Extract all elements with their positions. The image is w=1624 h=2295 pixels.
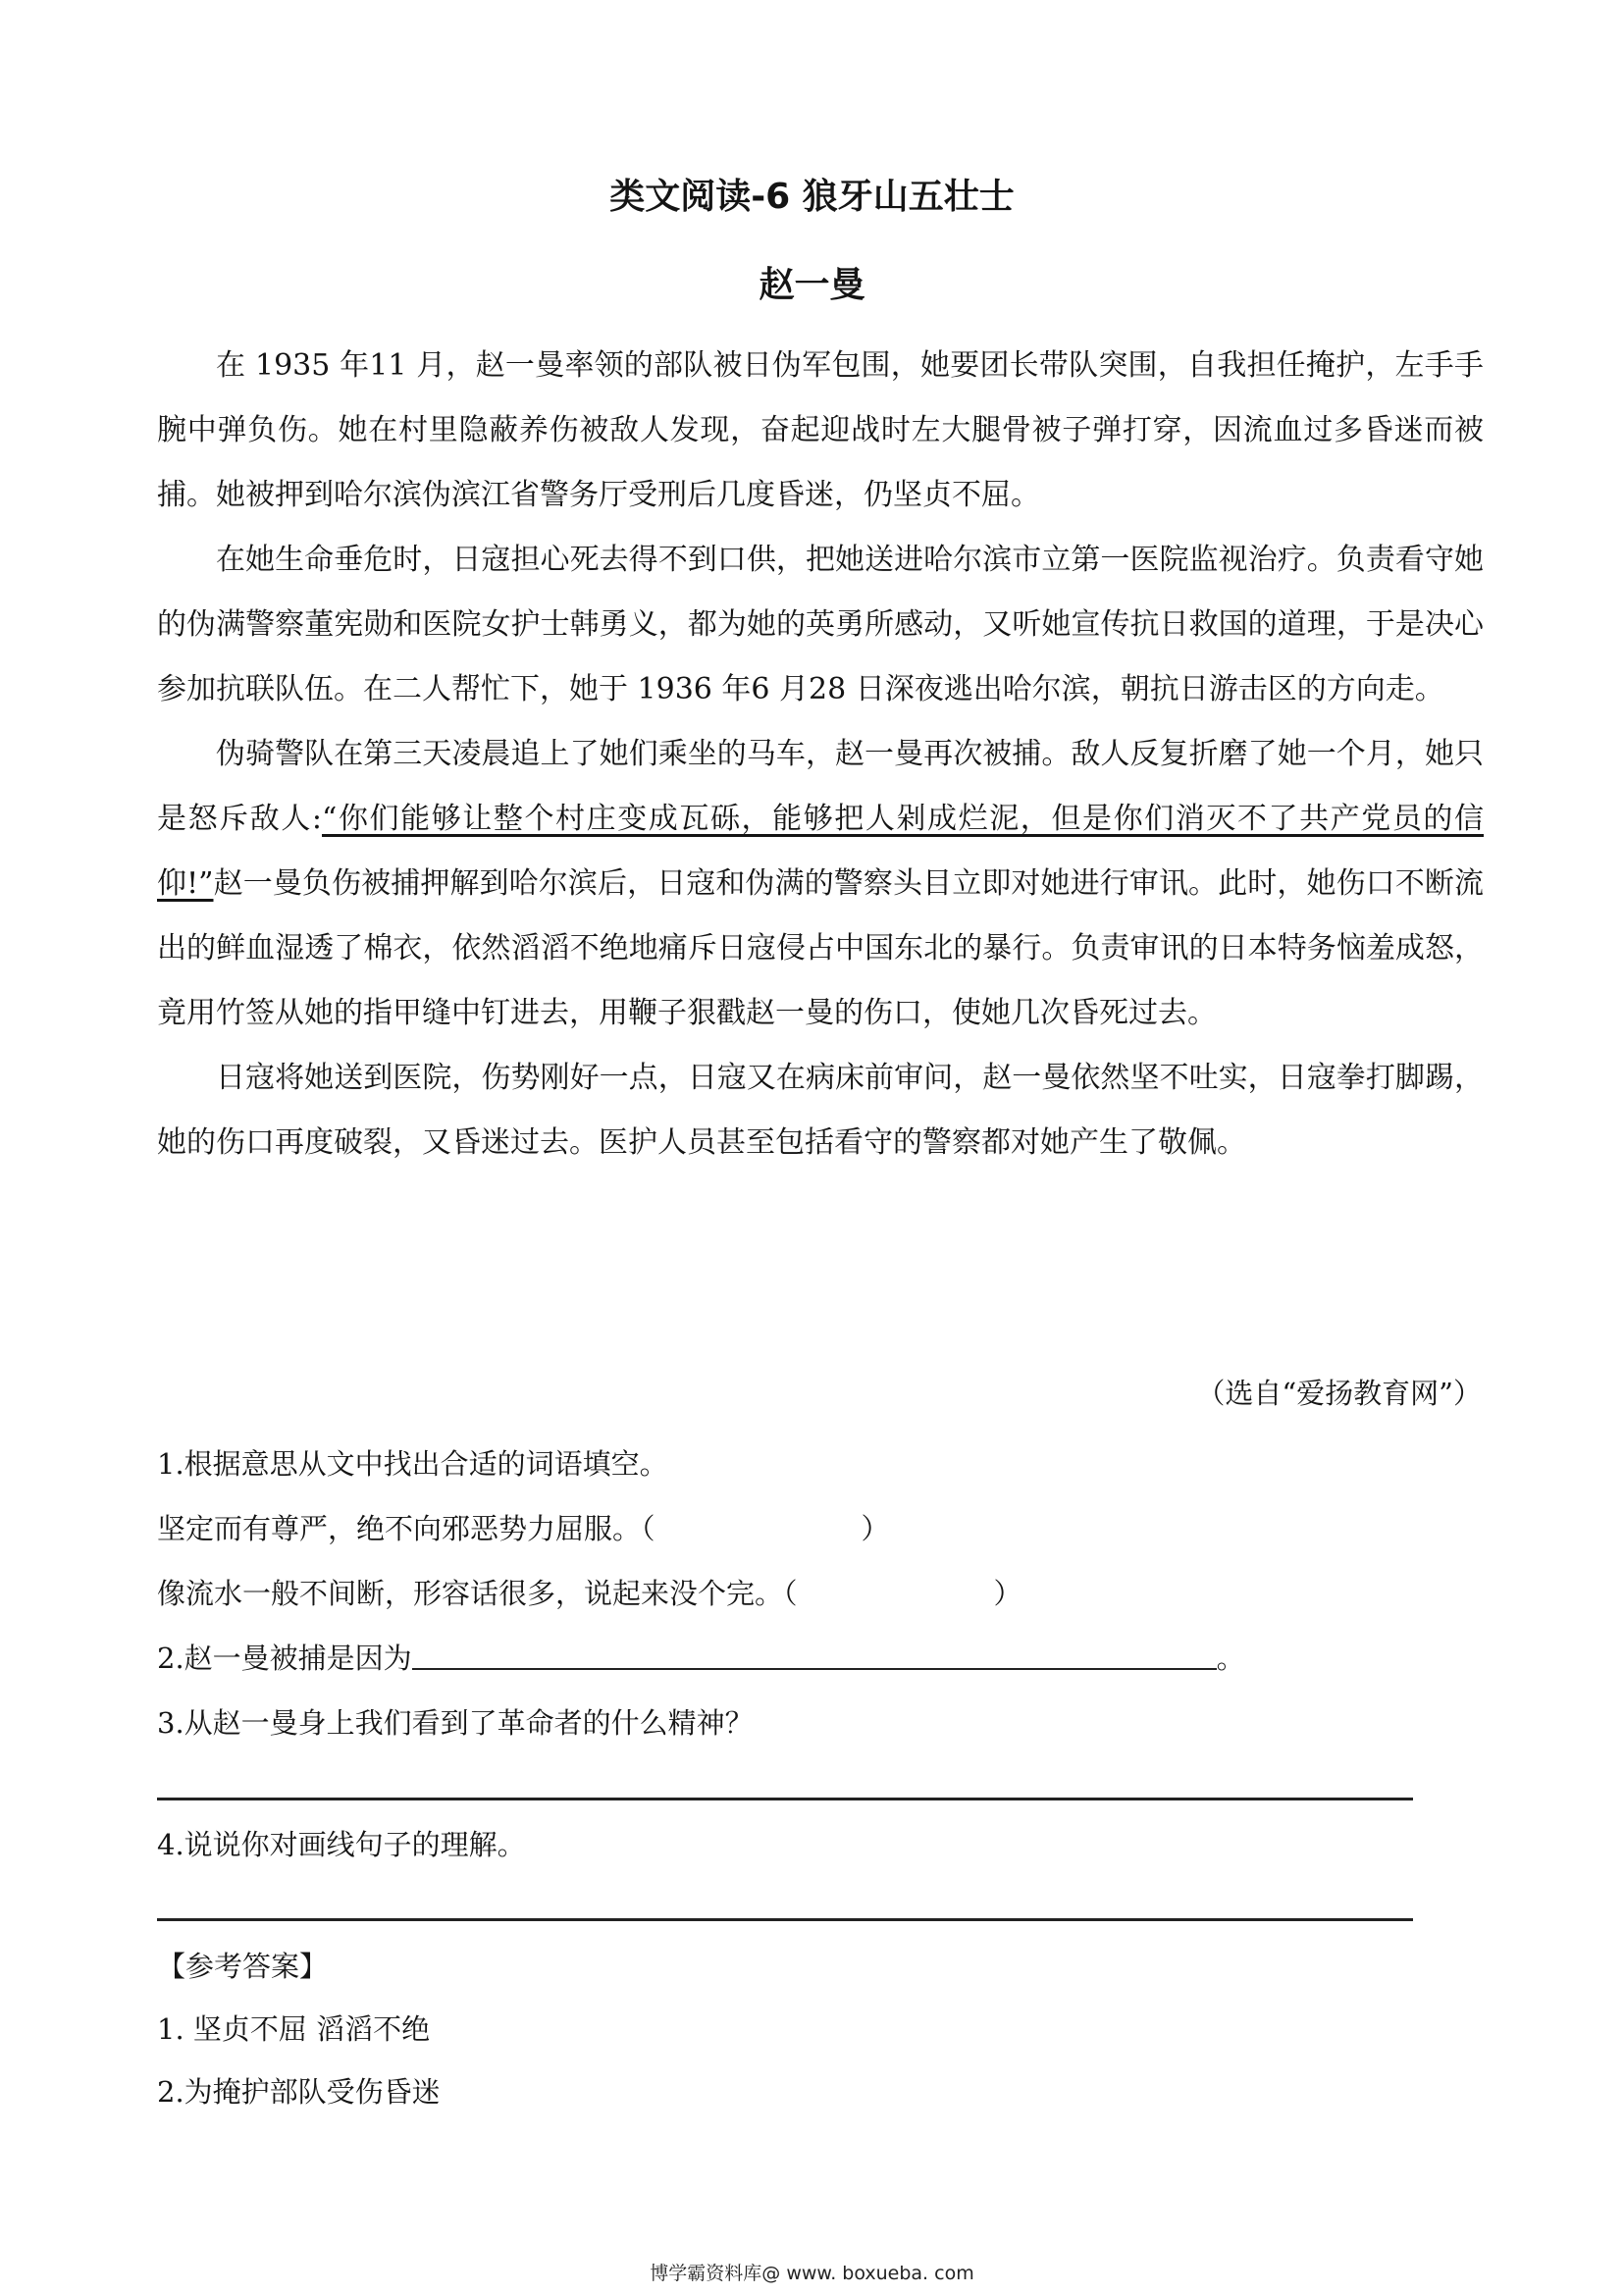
question-2 bbox=[157, 1637, 1245, 1677]
question-1b-text: 像流水一般不间断，形容话很多，说起来没个完。 bbox=[157, 1577, 784, 1610]
question-2-answer-blank[interactable] bbox=[412, 1639, 1217, 1670]
question-2-text: 2.赵一曼被捕是因为 bbox=[157, 1642, 412, 1675]
question-2-end: 。 bbox=[1216, 1642, 1245, 1675]
answers-heading: 【参考答案】 bbox=[157, 1950, 329, 1983]
article-subtitle: 赵一曼 bbox=[759, 265, 865, 305]
question-4: 4.说说你对画线句子的理解。 bbox=[157, 1828, 526, 1861]
answer-1: 1. 坚贞不屈 滔滔不绝 bbox=[157, 2012, 431, 2046]
question-1a-close-paren: ） bbox=[861, 1512, 890, 1545]
paragraph-3-lead: 伪骑警队在第三天凌晨追上了她们乘坐的马车，赵一曼再次被捕。敌人反复折磨了她一个月，她只是怒斥敌人: bbox=[157, 737, 1484, 836]
article-paragraph-1: 在 1935 年11 月，赵一曼率领的部队被日伪军包围，她要团长带队突围，自我担任掩护，左手手腕中弹负伤。她在村里隐蔽养伤被敌人发现，奋起迎战时左大腿骨被子弹打穿，因流血过多昏迷而被捕。她被押到哈尔滨伪滨江省警务厅受刑后几度昏迷，仍坚贞不屈。 bbox=[157, 348, 1484, 512]
underlined-sentence: “你们能够让整个村庄变成瓦砾，能够把人剁成烂泥，但是你们消灭不了共产党员的信仰!” bbox=[157, 802, 1484, 901]
question-1: 1.根据意思从文中找出合适的词语填空。 bbox=[157, 1447, 668, 1481]
article-paragraph-2: 在她生命垂危时，日寇担心死去得不到口供，把她送进哈尔滨市立第一医院监视治疗。负责看守她的伪满警察董宪勋和医院女护士韩勇义，都为她的英勇所感动，又听她宣传抗日救国的道理，于是决心参加抗联队伍。在二人帮忙下，她于 1936 年6 月28 日深夜逃出哈尔滨，朝抗日游击区的方向走。 bbox=[157, 543, 1484, 706]
article-body bbox=[157, 334, 1484, 1175]
question-1b-open-paren: （ bbox=[783, 1577, 798, 1610]
question-1a-text: 坚定而有尊严，绝不向邪恶势力屈服。 bbox=[157, 1512, 642, 1545]
article-paragraph-3 bbox=[157, 722, 1484, 1046]
question-1a-open-paren: （ bbox=[641, 1512, 655, 1545]
document-title: 类文阅读-6 狼牙山五壮士 bbox=[609, 177, 1015, 217]
answer-2: 2.为掩护部队受伤昏迷 bbox=[157, 2075, 441, 2109]
source-attribution: （选自“爱扬教育网”） bbox=[1196, 1377, 1482, 1410]
question-3-answer-line[interactable] bbox=[157, 1798, 1413, 1800]
paragraph-3-rest: 赵一曼负伤被捕押解到哈尔滨后，日寇和伪满的警察头目立即对她进行审讯。此时，她伤口不断流出的鲜血湿透了棉衣，依然滔滔不绝地痛斥日寇侵占中国东北的暴行。负责审讯的日本特务恼羞成怒，竟用竹签从她的指甲缝中钉进去，用鞭子狠戳赵一曼的伤口，使她几次昏死过去。 bbox=[157, 866, 1484, 1030]
question-1b-close-paren: ） bbox=[993, 1577, 1022, 1610]
page-footer: 博学霸资料库@ www. boxueba. com bbox=[650, 2263, 974, 2284]
question-1a bbox=[157, 1507, 890, 1547]
article-paragraph-4: 日寇将她送到医院，伤势刚好一点，日寇又在病床前审问，赵一曼依然坚不吐实，日寇拳打脚踢，她的伤口再度破裂，又昏迷过去。医护人员甚至包括看守的警察都对她产生了敬佩。 bbox=[157, 1061, 1484, 1160]
question-1b bbox=[157, 1572, 1022, 1612]
question-3: 3.从赵一曼身上我们看到了革命者的什么精神？ bbox=[157, 1706, 754, 1740]
question-4-answer-line[interactable] bbox=[157, 1918, 1413, 1921]
